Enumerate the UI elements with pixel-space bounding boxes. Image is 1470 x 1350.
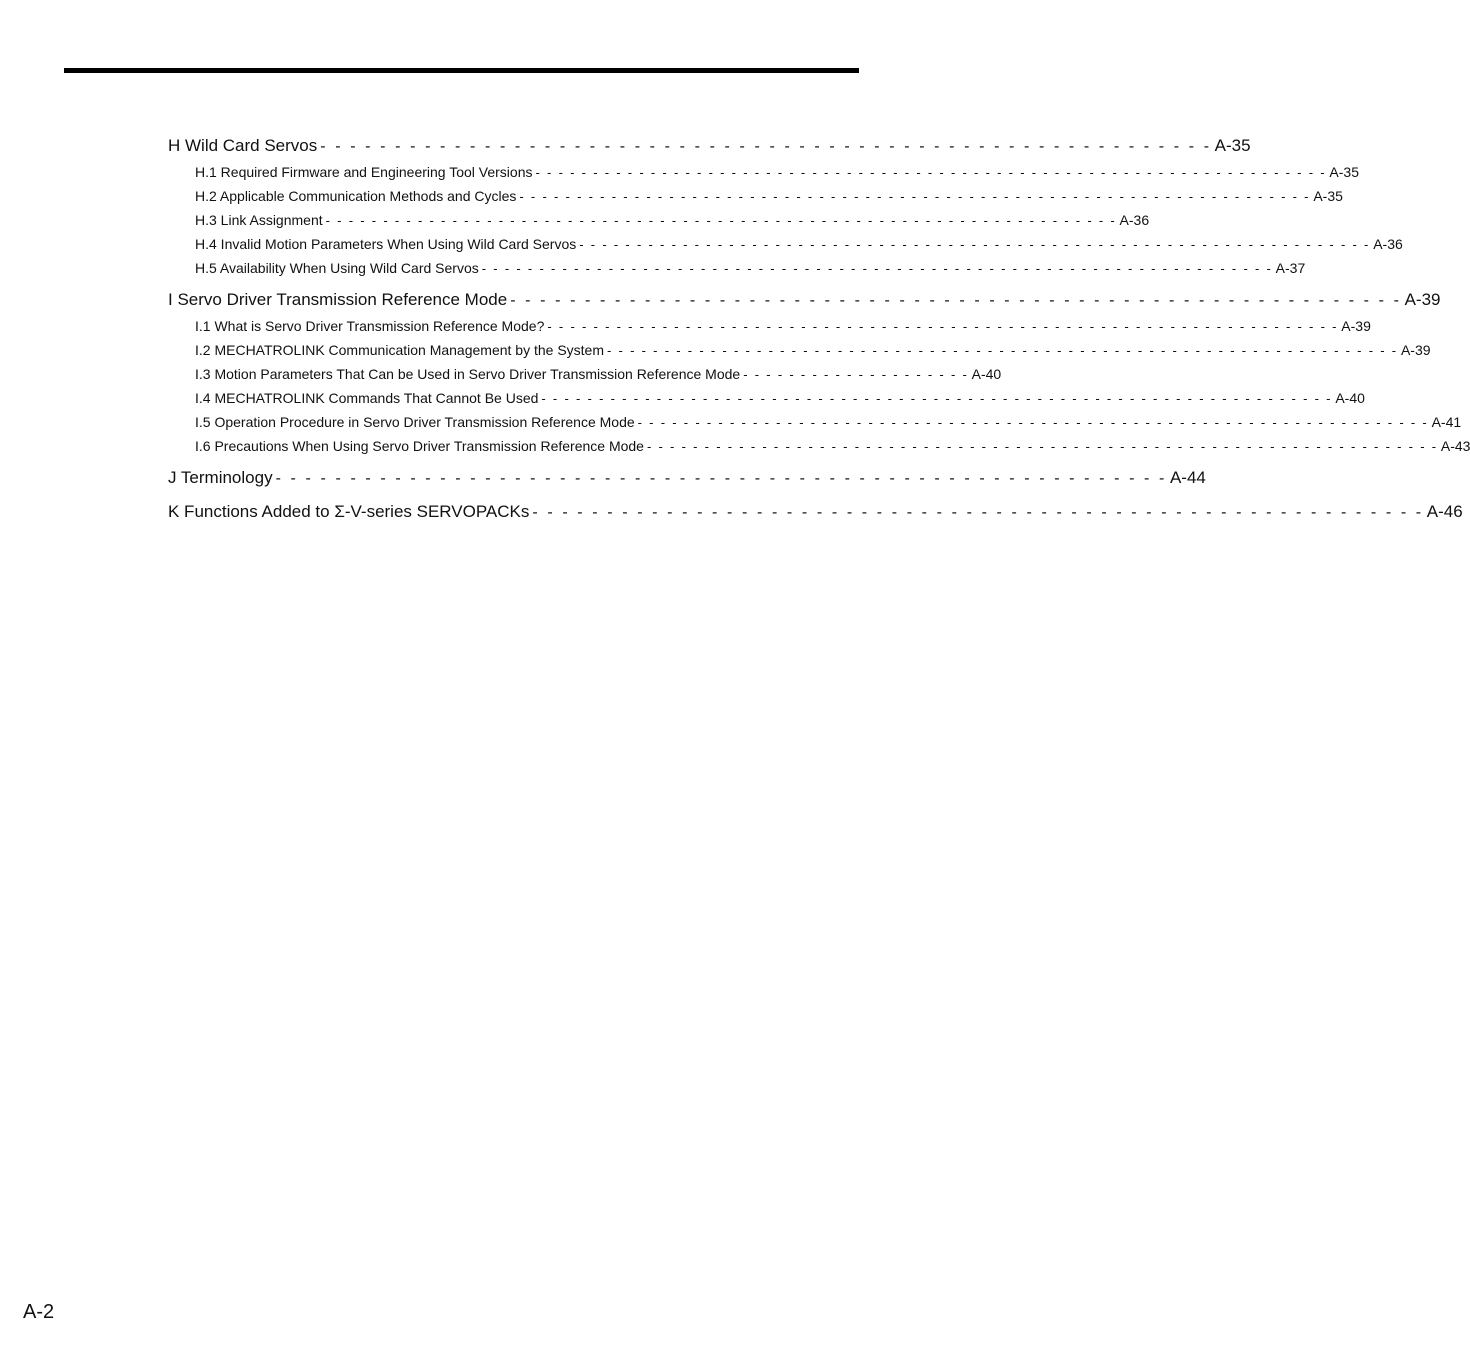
toc-page-number: A-39 [1404, 290, 1441, 309]
toc-entry-i6[interactable] [195, 438, 1470, 454]
toc-entry-h5[interactable] [195, 260, 1306, 276]
header-rule [64, 68, 859, 73]
toc-entry-i5[interactable] [195, 414, 1462, 430]
toc-page-number: A-40 [1335, 390, 1365, 406]
dot-leader: - - - - - - - - - - - - - - - - - - - - - - - - - - - - - - - - - - - - - - - - - - - - - - - - - - - - - - - - - - - - - - - - - - - - - [541, 391, 1333, 406]
toc-page-number: A-36 [1119, 212, 1150, 228]
toc-entry-i2[interactable] [195, 342, 1431, 358]
dot-leader: - - - - - - - - - - - - - - - - - - - - - - - - - - - - - - - - - - - - - - - - - - - - - - - - - - - - - - - - - - - - - - - - - - - - - [607, 343, 1398, 358]
toc-page-number: A-35 [1313, 188, 1343, 204]
toc-entry-label: H Wild Card Servos [168, 136, 318, 155]
toc-entry-label: I.1 What is Servo Driver Transmission Reference Mode? [195, 318, 545, 334]
toc-entry-h1[interactable] [195, 164, 1359, 180]
toc-page-number: A-39 [1400, 342, 1431, 358]
toc-entry-label: I.6 Precautions When Using Servo Driver Transmission Reference Mode [195, 438, 644, 454]
dot-leader: - - - - - - - - - - - - - - - - - - - - - - - - - - - - - - - - - - - - - - - - - - - - - - - - - - - - - - - - - - - - - - - - - - - - - [519, 189, 1311, 204]
toc-entry-i4[interactable] [195, 390, 1365, 406]
toc-entry-h3[interactable] [195, 212, 1150, 228]
toc-page-number: A-40 [971, 366, 1002, 382]
page-number: A-2 [23, 1301, 55, 1323]
dot-leader: - - - - - - - - - - - - - - - - - - - - - - - - - - - - - - - - - - - - - - - - - - - - - - - - - - - - - - - - - - - - [510, 292, 1402, 309]
toc-entry-label: I.4 MECHATROLINK Commands That Cannot Be Used [195, 390, 539, 406]
toc-page-number: A-41 [1431, 414, 1462, 430]
toc-entry-label: H.4 Invalid Motion Parameters When Using Wild Card Servos [195, 236, 577, 252]
toc-page-number: A-44 [1169, 468, 1206, 487]
toc-page-number: A-39 [1341, 318, 1371, 334]
toc-entry-label: I.5 Operation Procedure in Servo Driver Transmission Reference Mode [195, 414, 635, 430]
toc-page-number: A-37 [1275, 260, 1306, 276]
toc-page-number: A-43 [1440, 438, 1470, 454]
toc-entry-h4[interactable] [195, 236, 1403, 252]
toc-entry-label: H.5 Availability When Using Wild Card Servos [195, 260, 479, 276]
dot-leader: - - - - - - - - - - - - - - - - - - - - - - - - - - - - - - - - - - - - - - - - - - - - - - - - - - - - - - - - - - - - - - - - - - - - - [325, 213, 1117, 228]
toc-entry-j[interactable] [168, 468, 1206, 488]
toc-entry-label: K Functions Added to Σ-V-series SERVOPACKs [168, 502, 530, 521]
dot-leader: - - - - - - - - - - - - - - - - - - - - - - - - - - - - - - - - - - - - - - - - - - - - - - - - - - - - - - - - - - - - - - - - - - - - - [547, 319, 1339, 334]
toc-entry-i3[interactable] [195, 366, 1002, 382]
toc-page-number: A-36 [1373, 236, 1403, 252]
dot-leader: - - - - - - - - - - - - - - - - - - - - - - - - - - - - - - - - - - - - - - - - - - - - - - - - - - - - - - - - - - - - - - - - - - - - - [637, 415, 1429, 430]
dot-leader: - - - - - - - - - - - - - - - - - - - - [743, 367, 969, 382]
toc-page-number: A-35 [1329, 164, 1359, 180]
dot-leader: - - - - - - - - - - - - - - - - - - - - - - - - - - - - - - - - - - - - - - - - - - - - - - - - - - - - - - - - - - - - - - - - - - - - - [646, 439, 1438, 454]
dot-leader: - - - - - - - - - - - - - - - - - - - - - - - - - - - - - - - - - - - - - - - - - - - - - - - - - - - - - - - - - - - - - - - - - - - - - [535, 165, 1327, 180]
dot-leader: - - - - - - - - - - - - - - - - - - - - - - - - - - - - - - - - - - - - - - - - - - - - - - - - - - - - - - - - - - - - - - - - - - - - - [579, 237, 1371, 252]
toc-entry-label: I.3 Motion Parameters That Can be Used in Servo Driver Transmission Reference Mode [195, 366, 741, 382]
toc-page-number: A-35 [1214, 136, 1251, 155]
toc-entry-label: I.2 MECHATROLINK Communication Management by the System [195, 342, 605, 358]
dot-leader: - - - - - - - - - - - - - - - - - - - - - - - - - - - - - - - - - - - - - - - - - - - - - - - - - - - - - - - - - - - - [275, 470, 1167, 487]
toc-entry-h2[interactable] [195, 188, 1343, 204]
dot-leader: - - - - - - - - - - - - - - - - - - - - - - - - - - - - - - - - - - - - - - - - - - - - - - - - - - - - - - - - - - - - - - - - - - - - - [481, 261, 1273, 276]
toc-entry-k[interactable] [168, 502, 1463, 522]
toc-entry-i1[interactable] [195, 318, 1371, 334]
toc-entry-label: I Servo Driver Transmission Reference Mode [168, 290, 508, 309]
toc-page-number: A-46 [1426, 502, 1463, 521]
dot-leader: - - - - - - - - - - - - - - - - - - - - - - - - - - - - - - - - - - - - - - - - - - - - - - - - - - - - - - - - - - - - [320, 138, 1212, 155]
toc-entry-label: H.2 Applicable Communication Methods and Cycles [195, 188, 517, 204]
dot-leader: - - - - - - - - - - - - - - - - - - - - - - - - - - - - - - - - - - - - - - - - - - - - - - - - - - - - - - - - - - - - [532, 504, 1424, 521]
toc-entry-label: H.1 Required Firmware and Engineering Tool Versions [195, 164, 533, 180]
toc-entry-label: J Terminology [168, 468, 273, 487]
toc-entry-h[interactable] [168, 136, 1251, 156]
toc-entry-i[interactable] [168, 290, 1441, 310]
toc-entry-label: H.3 Link Assignment [195, 212, 323, 228]
